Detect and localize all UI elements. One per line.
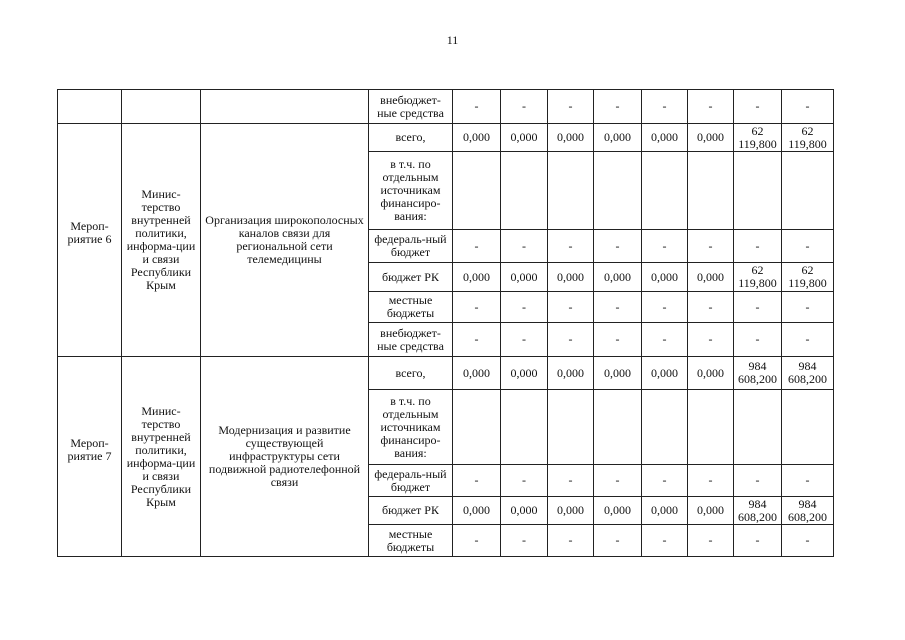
- value-cell: -: [688, 323, 734, 357]
- value-cell: [642, 152, 688, 230]
- funding-source-cell: всего,: [369, 124, 453, 152]
- value-cell: [782, 152, 834, 230]
- funding-source-cell: в т.ч. по отдельным источникам финансиро-вания:: [369, 390, 453, 465]
- event-name-cell: [58, 90, 122, 124]
- value-cell: -: [734, 323, 782, 357]
- value-cell: 0,000: [501, 357, 548, 390]
- value-cell: [688, 152, 734, 230]
- value-cell: -: [688, 90, 734, 124]
- value-cell: -: [594, 525, 642, 557]
- funding-source-cell: бюджет РК: [369, 497, 453, 525]
- value-cell: -: [782, 90, 834, 124]
- value-cell: 0,000: [688, 497, 734, 525]
- value-cell: 0,000: [501, 263, 548, 292]
- value-cell: -: [782, 292, 834, 323]
- table-body: [58, 90, 834, 557]
- value-cell: 0,000: [548, 357, 594, 390]
- value-cell: -: [782, 323, 834, 357]
- value-cell: 0,000: [642, 263, 688, 292]
- value-cell: 0,000: [548, 497, 594, 525]
- value-cell: [734, 152, 782, 230]
- value-cell: 984 608,200: [734, 357, 782, 390]
- value-cell: -: [642, 323, 688, 357]
- value-cell: 62 119,800: [734, 124, 782, 152]
- value-cell: -: [548, 465, 594, 497]
- value-cell: -: [501, 323, 548, 357]
- funding-source-cell: бюджет РК: [369, 263, 453, 292]
- value-cell: -: [501, 525, 548, 557]
- executor-cell: Минис-терство внутренней политики, информа-ции и связи Республики Крым: [122, 357, 201, 557]
- value-cell: 0,000: [548, 263, 594, 292]
- value-cell: 984 608,200: [782, 357, 834, 390]
- value-cell: -: [594, 323, 642, 357]
- value-cell: [548, 152, 594, 230]
- value-cell: -: [688, 292, 734, 323]
- value-cell: -: [594, 230, 642, 263]
- value-cell: [453, 390, 501, 465]
- value-cell: 0,000: [642, 497, 688, 525]
- funding-source-cell: в т.ч. по отдельным источникам финансиро-вания:: [369, 152, 453, 230]
- value-cell: -: [453, 292, 501, 323]
- value-cell: [688, 390, 734, 465]
- value-cell: -: [734, 465, 782, 497]
- value-cell: -: [501, 292, 548, 323]
- value-cell: -: [548, 90, 594, 124]
- value-cell: [453, 152, 501, 230]
- value-cell: [782, 390, 834, 465]
- activity-cell: Модернизация и развитие существующей инфраструктуры сети подвижной радиотелефонной связи: [201, 357, 369, 557]
- funding-source-cell: местные бюджеты: [369, 525, 453, 557]
- value-cell: -: [548, 323, 594, 357]
- value-cell: -: [594, 292, 642, 323]
- value-cell: -: [642, 525, 688, 557]
- value-cell: 0,000: [688, 357, 734, 390]
- value-cell: 0,000: [453, 263, 501, 292]
- value-cell: [642, 390, 688, 465]
- value-cell: -: [642, 465, 688, 497]
- value-cell: 62 119,800: [734, 263, 782, 292]
- executor-cell: [122, 90, 201, 124]
- table-row: [58, 357, 834, 390]
- value-cell: -: [782, 525, 834, 557]
- value-cell: -: [501, 230, 548, 263]
- funding-source-cell: федераль-ный бюджет: [369, 230, 453, 263]
- value-cell: -: [548, 230, 594, 263]
- value-cell: 0,000: [642, 124, 688, 152]
- value-cell: -: [501, 90, 548, 124]
- value-cell: 0,000: [453, 497, 501, 525]
- value-cell: 0,000: [594, 497, 642, 525]
- value-cell: -: [548, 525, 594, 557]
- value-cell: 0,000: [594, 263, 642, 292]
- value-cell: [594, 390, 642, 465]
- value-cell: 62 119,800: [782, 124, 834, 152]
- value-cell: 0,000: [453, 357, 501, 390]
- value-cell: -: [548, 292, 594, 323]
- value-cell: 0,000: [594, 357, 642, 390]
- activity-cell: [201, 90, 369, 124]
- budget-table: [57, 89, 834, 557]
- value-cell: -: [782, 465, 834, 497]
- value-cell: 984 608,200: [734, 497, 782, 525]
- value-cell: [734, 390, 782, 465]
- value-cell: [548, 390, 594, 465]
- value-cell: -: [594, 90, 642, 124]
- value-cell: 984 608,200: [782, 497, 834, 525]
- value-cell: -: [688, 465, 734, 497]
- value-cell: 0,000: [453, 124, 501, 152]
- value-cell: 0,000: [594, 124, 642, 152]
- value-cell: 0,000: [501, 497, 548, 525]
- activity-cell: Организация широкополосных каналов связи для региональной сети телемедицины: [201, 124, 369, 357]
- event-name-cell: Мероп-риятие 7: [58, 357, 122, 557]
- value-cell: -: [642, 90, 688, 124]
- table-row: [58, 124, 834, 152]
- value-cell: -: [453, 90, 501, 124]
- value-cell: [501, 152, 548, 230]
- value-cell: -: [453, 525, 501, 557]
- value-cell: -: [501, 465, 548, 497]
- value-cell: -: [453, 465, 501, 497]
- value-cell: -: [453, 230, 501, 263]
- funding-source-cell: местные бюджеты: [369, 292, 453, 323]
- value-cell: 0,000: [688, 263, 734, 292]
- value-cell: 0,000: [548, 124, 594, 152]
- value-cell: 0,000: [688, 124, 734, 152]
- value-cell: -: [734, 525, 782, 557]
- funding-source-cell: федераль-ный бюджет: [369, 465, 453, 497]
- page-number: 11: [446, 33, 459, 47]
- value-cell: -: [453, 323, 501, 357]
- funding-source-cell: внебюджет-ные средства: [369, 323, 453, 357]
- value-cell: -: [734, 230, 782, 263]
- value-cell: -: [734, 90, 782, 124]
- value-cell: -: [642, 292, 688, 323]
- value-cell: 62 119,800: [782, 263, 834, 292]
- funding-source-cell: внебюджет-ные средства: [369, 90, 453, 124]
- value-cell: -: [734, 292, 782, 323]
- value-cell: -: [688, 525, 734, 557]
- value-cell: -: [594, 465, 642, 497]
- event-name-cell: Мероп-риятие 6: [58, 124, 122, 357]
- value-cell: -: [642, 230, 688, 263]
- value-cell: -: [688, 230, 734, 263]
- funding-source-cell: всего,: [369, 357, 453, 390]
- executor-cell: Минис-терство внутренней политики, информа-ции и связи Республики Крым: [122, 124, 201, 357]
- table-row: [58, 90, 834, 124]
- value-cell: -: [782, 230, 834, 263]
- value-cell: [501, 390, 548, 465]
- value-cell: [594, 152, 642, 230]
- value-cell: 0,000: [642, 357, 688, 390]
- value-cell: 0,000: [501, 124, 548, 152]
